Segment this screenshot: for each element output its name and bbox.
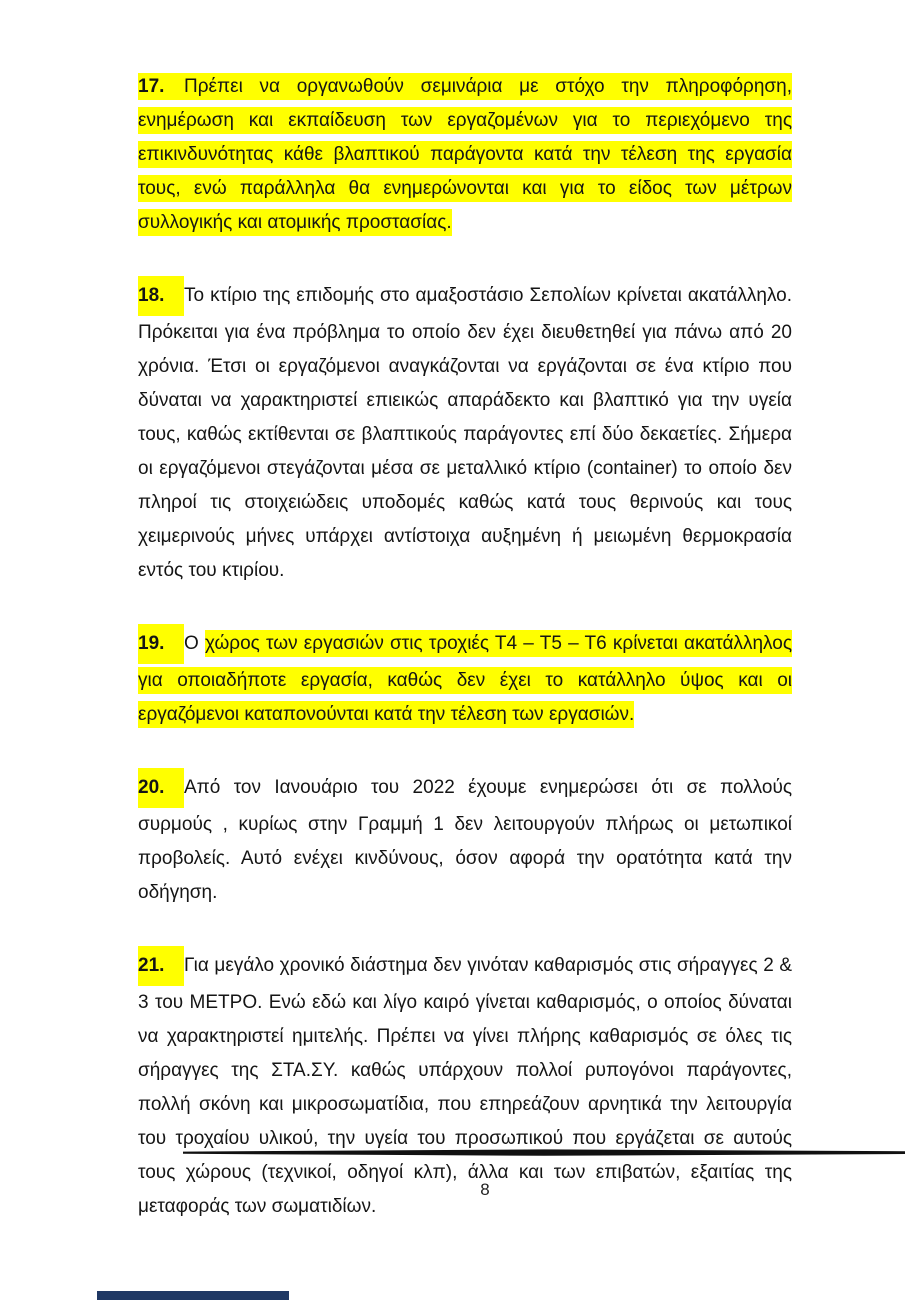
paragraph-20 [138,768,792,910]
paragraph-text: Για μεγάλο χρονικό διάστημα δεν γινόταν καθαρισμός στις σήραγγες 2 & 3 του ΜΕΤΡΟ. Ενώ εδώ και λίγο καιρό γίνεται καθαρισμός, ο οποίος δύναται να χαρακτηριστεί ημιτελής. Πρέπει να γίνει πλήρης καθαρισμός σε όλες τις σήραγγες της ΣΤΑ.ΣΥ. καθώς υπάρχουν πολλοί ρυπογόνοι παράγοντες, πολλή σκόνη και μικροσωματίδια, που επηρεάζουν αρνητικά την λειτουργία του τροχαίου υλικού, την υγεία του προσωπικού που εργάζεται σε αυτούς τους χώρους (τεχνικοί, οδηγοί κλπ), άλλα και των επιβατών, εξαιτίας της μεταφοράς των σωματιδίων. [138,955,792,1217]
highlighted-passage: χώρος των εργασιών στις τροχιές Τ4 – Τ5 – Τ6 κρίνεται ακατάλληλος για οποιαδήποτε εργασία, καθώς δεν έχει το κατάλληλο ύψος και οι εργαζόμενοι καταπονούνται κατά την τέλεση των εργασιών. [138,630,792,728]
footer-accent-bar [97,1291,289,1300]
paragraph-text: Το κτίριο της επιδομής στο αμαξοστάσιο Σεπολίων κρίνεται ακατάλληλο. Πρόκειται για ένα πρόβλημα το οποίο δεν έχει διευθετηθεί για πάνω από 20 χρόνια. Έτσι οι εργαζόμενοι αναγκάζονται να εργάζονται σε ένα κτίριο που δύναται να χαρακτηριστεί επιεικώς απαράδεκτο και βλαπτικό για την υγεία τους, καθώς εκτίθενται σε βλαπτικούς παράγοντες επί δύο δεκαετίες. Σήμερα οι εργαζόμενοι στεγάζονται μέσα σε μεταλλικό κτίριο (container) το οποίο δεν πληροί τις στοιχειώδεις υποδομές καθώς κατά τους θερινούς και τους χειμερινούς μήνες υπάρχει αντίστοιχα αυξημένη ή μειωμένη θερμοκρασία εντός του κτιρίου. [138,285,792,581]
paragraph-text: Από τον Ιανουάριο του 2022 έχουμε ενημερώσει ότι σε πολλούς συρμούς , κυρίως στην Γραμμή 1 δεν λειτουργούν πλήρως οι μετωπικοί προβολείς. Αυτό ενέχει κινδύνους, όσον αφορά την ορατότητα κατά την οδήγηση. [138,777,792,903]
paragraph-19 [138,624,792,732]
footer-rule [183,1149,905,1157]
paragraph-text: Πρέπει να οργανωθούν σεμινάρια με στόχο την πληροφόρηση, ενημέρωση και εκπαίδευση των εργαζομένων για το περιεχόμενο της επικινδυνότητας κάθε βλαπτικού παράγοντα κατά την τέλεση της εργασία τους, ενώ παράλληλα θα ενημερώνονται και για το είδος των μέτρων συλλογικής και ατομικής προστασίας. [138,76,792,233]
paragraph-17 [138,70,792,240]
paragraph-18 [138,276,792,588]
document-body [138,70,792,1260]
paragraph-number-highlighted: 21. [138,946,184,986]
paragraph-number-highlighted: 18. [138,276,184,316]
page-number: 8 [480,1180,490,1199]
highlighted-passage [138,73,792,236]
paragraph-number-highlighted: 20. [138,768,184,808]
paragraph-text-prefix: Ο [184,633,205,654]
paragraph-number: 17. [138,76,165,97]
paragraph-number-highlighted: 19. [138,624,184,664]
